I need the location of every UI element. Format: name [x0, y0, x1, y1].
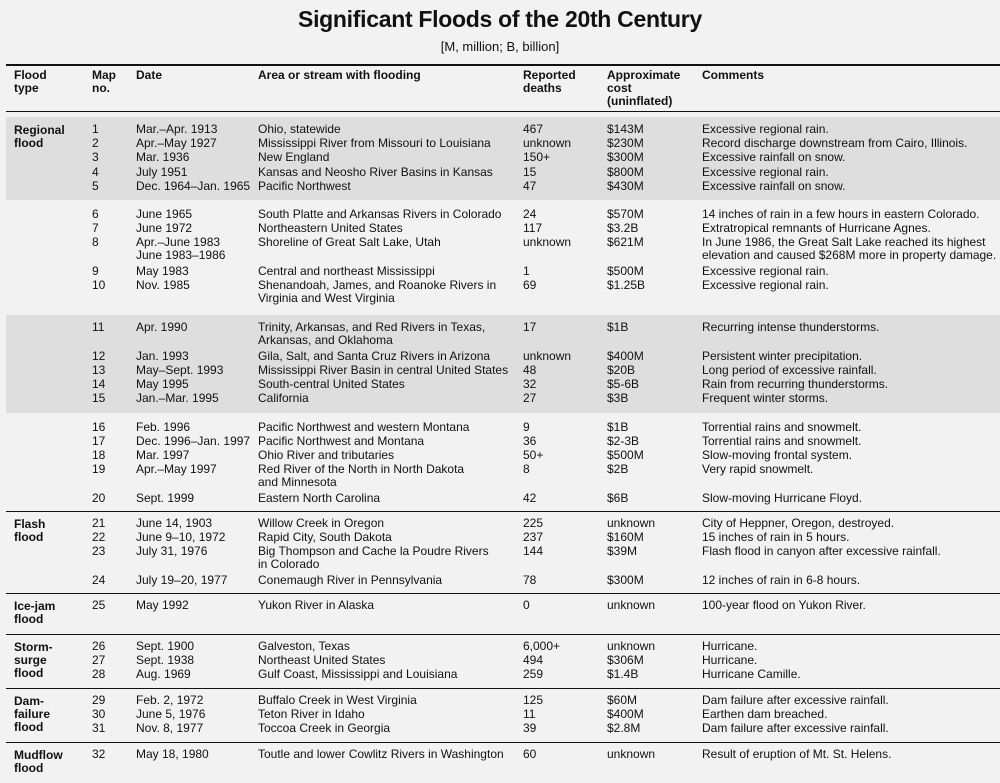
cell-deaths: 144 [523, 544, 544, 559]
cell-cost: $2-3B [607, 433, 640, 448]
cell-cost: $143M [607, 122, 644, 136]
cell-cost: $400M [607, 348, 644, 363]
cell-date: Aug. 1969 [136, 667, 191, 682]
cell-date: May 1992 [136, 597, 189, 612]
cell-map: 30 [92, 706, 106, 721]
cell-area: Buffalo Creek in West Virginia [258, 692, 417, 707]
cell-date: Mar. 1936 [136, 150, 190, 165]
cell-map: 16 [92, 419, 106, 434]
cell-deaths: 47 [523, 178, 537, 193]
cell-comments: Record discharge downstream from Cairo, Illinois. [702, 136, 968, 151]
cell-date: June 5, 1976 [136, 706, 206, 721]
cell-area: Gulf Coast, Mississippi and Louisiana [258, 667, 458, 682]
cell-comments: Torrential rains and snowmelt. [702, 419, 862, 434]
cell-map: 18 [92, 448, 106, 462]
cell-cost: $306M [607, 652, 644, 667]
cell-cost: $1.25B [607, 278, 646, 292]
cell-area: South Platte and Arkansas Rivers in Colorado [258, 207, 502, 221]
section-rule [6, 511, 1000, 512]
cell-area: Yukon River in Alaska [258, 597, 375, 612]
cell-area: Teton River in Idaho [258, 706, 365, 721]
cell-deaths: unknown [523, 136, 572, 151]
cell-deaths: 78 [523, 572, 537, 587]
flood-type-label: Flash flood [14, 516, 46, 544]
document-title: Significant Floods of the 20th Century [298, 6, 702, 32]
cell-deaths: 69 [523, 278, 537, 292]
cell-map: 32 [92, 746, 106, 761]
cell-map: 6 [92, 207, 99, 221]
cell-comments: Long period of excessive rainfall. [702, 363, 877, 377]
cell-cost: $400M [607, 706, 644, 721]
cell-date: May–Sept. 1993 [136, 363, 224, 377]
flood-section [6, 593, 1000, 634]
cell-comments: Excessive regional rain. [702, 278, 829, 292]
cell-deaths: 9 [523, 419, 530, 434]
cell-map: 29 [92, 692, 106, 707]
cell-deaths: 150+ [523, 150, 551, 165]
cell-deaths: 8 [523, 462, 530, 477]
cell-deaths: 32 [523, 377, 537, 392]
cell-date: Sept. 1900 [136, 638, 195, 653]
cell-area: Northeast United States [258, 652, 386, 667]
cell-deaths: 39 [523, 721, 537, 736]
cell-date: July 19–20, 1977 [136, 572, 228, 587]
cell-comments: Recurring intense thunderstorms. [702, 320, 880, 335]
cell-comments: Hurricane. [702, 652, 758, 667]
cell-deaths: 11 [523, 706, 536, 721]
section-rule [6, 742, 1000, 743]
cell-map: 28 [92, 667, 106, 682]
cell-cost: unknown [607, 746, 656, 761]
flood-section [6, 114, 1000, 511]
cell-date: May 1995 [136, 377, 189, 392]
cell-comments: Hurricane. [702, 638, 758, 653]
cell-deaths: 15 [523, 164, 537, 179]
cell-cost: unknown [607, 638, 656, 653]
cell-date: Apr.–May 1927 [136, 136, 217, 151]
cell-cost: $430M [607, 178, 644, 193]
cell-date: June 9–10, 1972 [136, 529, 226, 544]
cell-area: Northeastern United States [258, 221, 403, 236]
header-cost: Approximate cost (uninflated) [607, 68, 681, 108]
header-area: Area or stream with flooding [258, 68, 421, 82]
cell-comments: Flash flood in canyon after excessive rainfall. [702, 544, 941, 559]
flood-type-label: Storm- surge flood [14, 639, 53, 680]
cell-comments: Excessive regional rain. [702, 122, 829, 136]
cell-map: 21 [92, 515, 106, 530]
cell-deaths: 237 [523, 529, 544, 544]
cell-cost: $800M [607, 164, 644, 179]
top-rule [6, 64, 1000, 66]
cell-comments: 14 inches of rain in a few hours in eastern Colorado. [702, 207, 980, 221]
cell-deaths: 125 [523, 692, 544, 707]
section-rule [6, 688, 1000, 689]
cell-cost: $1B [607, 419, 629, 434]
cell-cost: $500M [607, 263, 644, 278]
cell-comments: 100-year flood on Yukon River. [702, 597, 866, 612]
flood-type-label: Dam- failure flood [14, 693, 51, 734]
flood-section [6, 511, 1000, 593]
cell-area: Pacific Northwest and Montana [258, 433, 425, 448]
cell-deaths: 6,000+ [523, 638, 561, 653]
cell-map: 8 [92, 235, 99, 250]
cell-cost: $300M [607, 572, 644, 587]
cell-area: Shenandoah, James, and Roanoke Rivers in Virginia and West Virginia [258, 278, 497, 305]
cell-map: 5 [92, 178, 99, 193]
cell-comments: Slow-moving Hurricane Floyd. [702, 490, 863, 505]
cell-deaths: 60 [523, 746, 537, 761]
cell-date: July 1951 [136, 164, 188, 179]
cell-date: Sept. 1999 [136, 490, 195, 505]
cell-comments: Earthen dam breached. [702, 706, 828, 721]
cell-area: Conemaugh River in Pennsylvania [258, 572, 443, 587]
cell-map: 27 [92, 652, 106, 667]
cell-deaths: 42 [523, 490, 537, 505]
cell-area: Galveston, Texas [258, 638, 350, 653]
cell-date: Feb. 1996 [136, 419, 191, 434]
document-subtitle: [M, million; B, billion] [440, 39, 560, 54]
cell-area: South-central United States [258, 377, 405, 392]
cell-area: California [258, 391, 309, 406]
cell-area: Trinity, Arkansas, and Red Rivers in Texas, Arkansas, and Oklahoma [258, 320, 486, 348]
cell-comments: Excessive rainfall on snow. [702, 150, 846, 165]
cell-date: Mar. 1997 [136, 448, 190, 462]
flood-type-label: Ice-jam flood [14, 598, 56, 626]
header-date: Date [136, 68, 163, 82]
cell-cost: $500M [607, 448, 644, 462]
header-rule [6, 111, 1000, 112]
header-comments: Comments [702, 68, 765, 82]
header-flood-type: Flood type [14, 68, 47, 95]
cell-date: Apr.–June 1983 June 1983–1986 [136, 235, 226, 263]
cell-area: Toutle and lower Cowlitz Rivers in Washington [258, 746, 504, 761]
cell-date: Apr.–May 1997 [136, 462, 217, 477]
cell-comments: Rain from recurring thunderstorms. [702, 377, 889, 392]
cell-deaths: 494 [523, 652, 544, 667]
cell-map: 15 [92, 391, 106, 406]
cell-deaths: 17 [523, 320, 537, 335]
cell-comments: Excessive regional rain. [702, 164, 829, 179]
cell-comments: Frequent winter storms. [702, 391, 829, 406]
cell-comments: In June 1986, the Great Salt Lake reached its highest elevation and caused $268M more in property damage. [702, 235, 997, 263]
cell-map: 3 [92, 150, 99, 165]
cell-map: 11 [92, 320, 105, 335]
cell-cost: $60M [607, 692, 638, 707]
cell-deaths: 24 [523, 207, 537, 221]
cell-comments: Excessive regional rain. [702, 263, 829, 278]
cell-comments: Dam failure after excessive rainfall. [702, 692, 889, 707]
cell-deaths: 259 [523, 667, 544, 682]
cell-area: Pacific Northwest [258, 178, 351, 193]
cell-map: 10 [92, 278, 106, 292]
cell-comments: Torrential rains and snowmelt. [702, 433, 862, 448]
cell-area: Willow Creek in Oregon [258, 515, 385, 530]
cell-cost: $3.2B [607, 221, 639, 236]
cell-comments: 15 inches of rain in 5 hours. [702, 529, 850, 544]
flood-type-label: Mudflow flood [14, 747, 63, 775]
cell-date: Nov. 1985 [136, 278, 190, 292]
cell-comments: Persistent winter precipitation. [702, 348, 863, 363]
cell-area: Rapid City, South Dakota [258, 529, 392, 544]
cell-date: July 31, 1976 [136, 544, 208, 559]
cell-cost: $3B [607, 391, 629, 406]
cell-deaths: unknown [523, 348, 572, 363]
cell-cost: $1.4B [607, 667, 639, 682]
cell-area: Toccoa Creek in Georgia [258, 721, 391, 736]
cell-cost: unknown [607, 597, 656, 612]
cell-deaths: 36 [523, 433, 537, 448]
cell-area: Central and northeast Mississippi [258, 263, 435, 278]
flood-section [6, 742, 1000, 783]
cell-comments: 12 inches of rain in 6-8 hours. [702, 572, 861, 587]
cell-cost: $6B [607, 490, 629, 505]
cell-comments: Dam failure after excessive rainfall. [702, 721, 889, 736]
cell-cost: $160M [607, 529, 644, 544]
table-header [6, 67, 1000, 111]
section-rule [6, 593, 1000, 594]
cell-date: Nov. 8, 1977 [136, 721, 204, 736]
cell-date: May 1983 [136, 263, 189, 278]
cell-map: 24 [92, 572, 106, 587]
cell-map: 13 [92, 363, 106, 377]
cell-comments: Slow-moving frontal system. [702, 448, 853, 462]
cell-area: Mississippi River from Missouri to Louisiana [258, 136, 491, 151]
cell-map: 22 [92, 529, 106, 544]
cell-date: Sept. 1938 [136, 652, 195, 667]
section-rule [6, 634, 1000, 635]
cell-map: 23 [92, 544, 106, 559]
cell-cost: $230M [607, 136, 644, 151]
flood-section [6, 634, 1000, 688]
cell-cost: unknown [607, 515, 656, 530]
cell-cost: $2B [607, 462, 629, 477]
cell-date: Feb. 2, 1972 [136, 692, 204, 707]
cell-cost: $5-6B [607, 377, 640, 392]
cell-area: Eastern North Carolina [258, 490, 381, 505]
cell-map: 2 [92, 136, 99, 151]
cell-date: Apr. 1990 [136, 320, 188, 335]
flood-section [6, 688, 1000, 742]
cell-date: June 1972 [136, 221, 193, 236]
cell-date: June 1965 [136, 207, 193, 221]
cell-area: Big Thompson and Cache la Poudre Rivers in Colorado [258, 544, 489, 572]
cell-deaths: 27 [523, 391, 537, 406]
cell-date: Dec. 1964–Jan. 1965 [136, 178, 251, 193]
cell-map: 25 [92, 597, 106, 612]
cell-area: Shoreline of Great Salt Lake, Utah [258, 235, 441, 250]
cell-area: Ohio, statewide [258, 122, 341, 136]
flood-type-label: Regional flood [14, 123, 65, 150]
cell-deaths: 1 [523, 263, 530, 278]
header-map-no: Map no. [92, 68, 116, 95]
cell-deaths: 467 [523, 122, 544, 136]
header-deaths: Reported deaths [523, 68, 576, 95]
cell-comments: Result of eruption of Mt. St. Helens. [702, 746, 892, 761]
cell-cost: $2.8M [607, 721, 641, 736]
cell-date: Jan.–Mar. 1995 [136, 391, 219, 406]
cell-map: 7 [92, 221, 99, 236]
cell-comments: City of Heppner, Oregon, destroyed. [702, 515, 895, 530]
cell-deaths: 50+ [523, 448, 544, 462]
cell-deaths: 225 [523, 515, 544, 530]
cell-date: Jan. 1993 [136, 348, 189, 363]
cell-comments: Excessive rainfall on snow. [702, 178, 846, 193]
cell-cost: $570M [607, 207, 644, 221]
cell-area: New England [258, 150, 330, 165]
cell-area: Mississippi River Basin in central United States [258, 363, 509, 377]
cell-area: Pacific Northwest and western Montana [258, 419, 470, 434]
cell-cost: $300M [607, 150, 644, 165]
cell-map: 1 [92, 122, 99, 136]
cell-deaths: 48 [523, 363, 537, 377]
cell-map: 9 [92, 263, 99, 278]
cell-map: 19 [92, 462, 106, 477]
cell-date: Mar.–Apr. 1913 [136, 122, 218, 136]
cell-cost: $20B [607, 363, 636, 377]
cell-area: Kansas and Neosho River Basins in Kansas [258, 164, 493, 179]
cell-area: Red River of the North in North Dakota and Minnesota [258, 462, 465, 490]
cell-area: Ohio River and tributaries [258, 448, 395, 462]
cell-cost: $1B [607, 320, 629, 335]
cell-area: Gila, Salt, and Santa Cruz Rivers in Arizona [258, 348, 491, 363]
cell-map: 26 [92, 638, 106, 653]
cell-map: 12 [92, 348, 106, 363]
cell-map: 4 [92, 164, 99, 179]
cell-cost: $621M [607, 235, 644, 250]
cell-comments: Hurricane Camille. [702, 667, 801, 682]
cell-deaths: 117 [523, 221, 543, 236]
cell-cost: $39M [607, 544, 638, 559]
cell-map: 17 [92, 433, 106, 448]
cell-deaths: unknown [523, 235, 572, 250]
cell-map: 20 [92, 490, 106, 505]
cell-comments: Extratropical remnants of Hurricane Agnes. [702, 221, 931, 236]
cell-date: May 18, 1980 [136, 746, 209, 761]
cell-deaths: 0 [523, 597, 530, 612]
cell-map: 14 [92, 377, 106, 392]
cell-map: 31 [92, 721, 106, 736]
cell-comments: Very rapid snowmelt. [702, 462, 814, 477]
cell-date: Dec. 1996–Jan. 1997 [136, 433, 251, 448]
cell-date: June 14, 1903 [136, 515, 213, 530]
